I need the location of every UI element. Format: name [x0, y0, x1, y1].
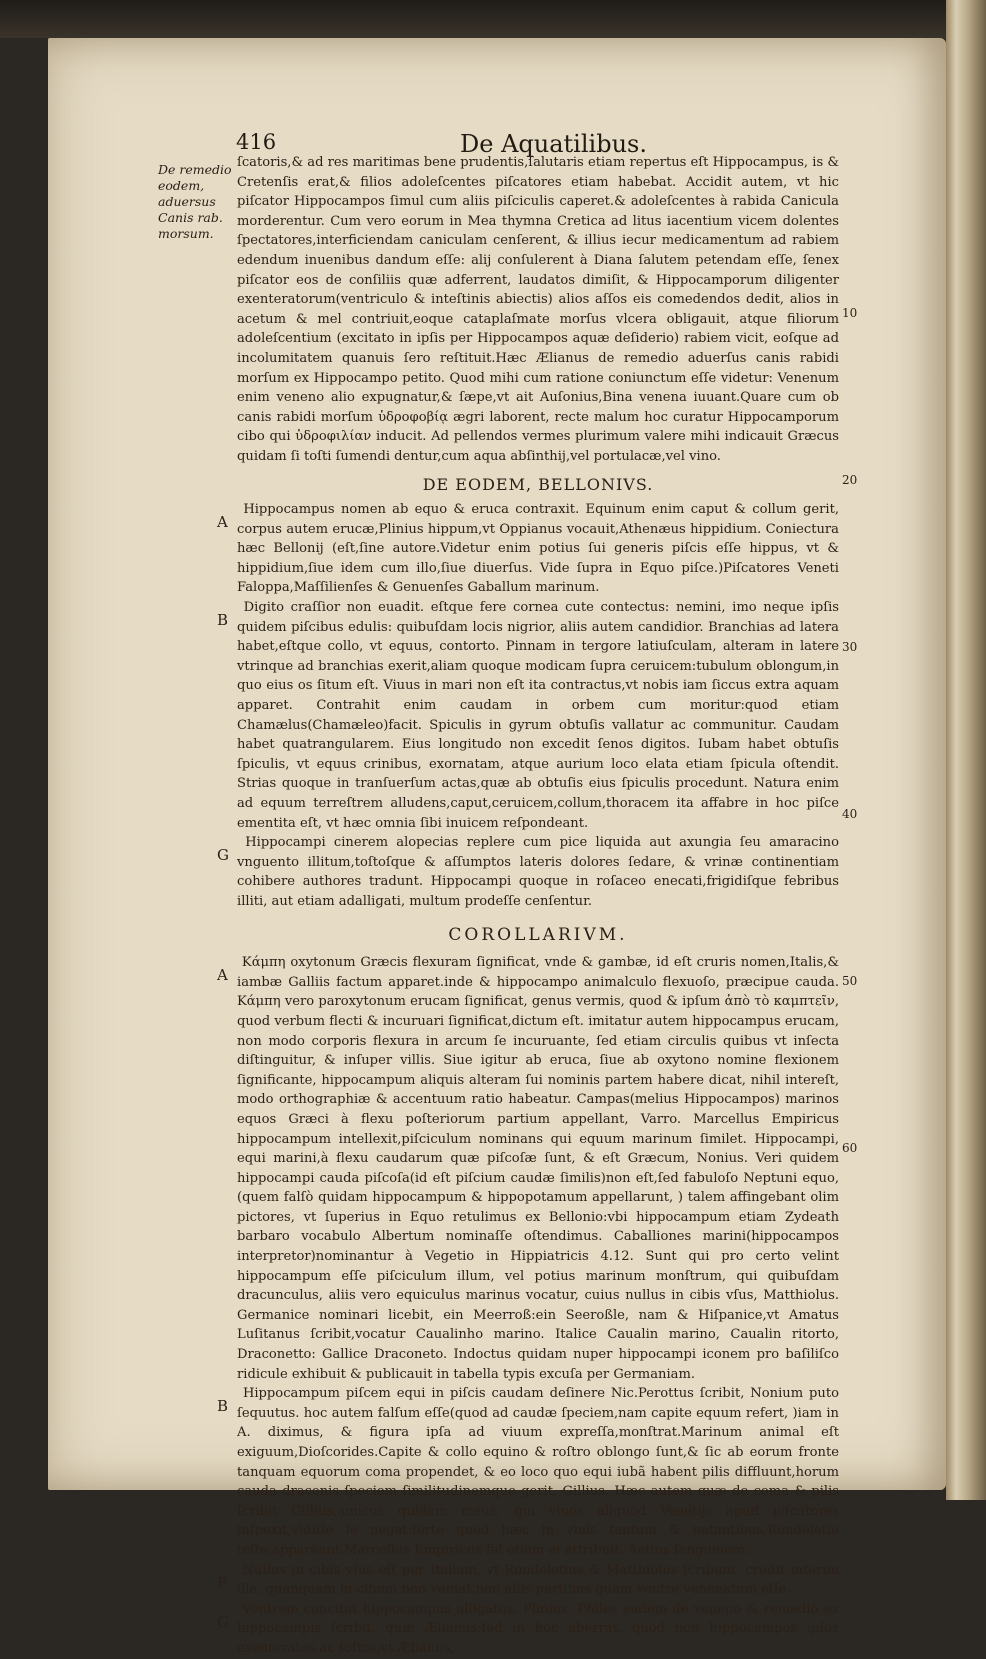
paragraph-corollarium-f: [217, 1561, 839, 1600]
section-marker: A: [217, 966, 228, 985]
line-number: 50: [842, 974, 858, 988]
section-marker: G: [217, 846, 229, 865]
paragraph-text: Ventrem concitat hippocampus alligatus, Plinius. Philes eadem de veneno & remedio ex hippocampis ſcribit, quæ Ælianus;ſed in hoc aberrat, quod non hippocampos ipſos exenteratos,ac toſtos,vt Ælianus,: [237, 1601, 839, 1656]
line-number: 10: [842, 306, 858, 320]
section-heading-belonius: DE EODEM, BELLONIVS.: [422, 474, 654, 494]
paragraph-text: Digito craſſior non euadit. eſtque fere cornea cute contectus: nemini, imo neque ipſis quidem piſcibus edulis: quibuſdam locis nigrior, aliis autem candidior. Branchias ad latera habet,eſtque collo, vt equus, contorto. Pinnam in tergore latiuſculam, alteram in latere vtrinque ad branchias exerit,aliam quoque modicam ſupra ceruicem:tubulum oblongum,in quo eius os ſitum eſt. Viuus in mari non eſt ita contractus,vt nobis iam ſiccus extra aquam apparet. Contrahit enim caudam in orbem cum moritur:quod etiam Chamælus(Chamæleo)facit. Spiculis in gyrum obtuſis vallatur ac communitur. Caudam habet quatrangularem. Eius longitudo non excedit ſenos digitos. Iubam habet obtuſis ſpiculis, vt equus crinibus, exornatam, atque aurium loco elata etiam ſpicula oſtendit. Strias quoque in tranſuerſum actas,quæ ab obtuſis eius ſpiculis procedunt. Natura enim ad equum terreſtrem alludens,caput,ceruicem,collum,thoracem ita affabre in hoc piſce ementita eſt, vt hæc omnia ſibi inuicem reſpondeant.: [237, 600, 839, 831]
paragraph-corollarium-g: [217, 1600, 839, 1659]
paragraph-a: [217, 500, 839, 598]
margin-note: De remedio eodem, aduersus Canis rab. morsum.: [158, 162, 232, 241]
paragraph-intro: ſcatoris,& ad res maritimas bene prudentis,ſalutaris etiam repertus eſt Hippocampus, is & Cretenſis erat,& filios adoleſcentes piſcatores etiam habebat. Accidit autem, vt hic piſcator Hippocampos ſimul cum aliis piſciculis caperet.& adoleſcentes à rabida Canicula morderentur. Cum vero eorum in Mea thymna Cretica ad litus iacentium vicem dolentes ſpectatores,interficiendam caniculam cenſerent, & illius iecur medicamentum ad rabiem edendum inuenibus dandum eſſe: alij conſulerent à Diana ſalutem petendam eſſe, ſenex piſcator eos de conſiliis quæ adferrent, laudatos dimiſit, & Hippocamporum diligenter exenteratorum(ventriculo & inteſtinis abiectis) alios aſſos eis comedendos dedit, alios in acetum & mel contriuit,eoque cataplaſmate morſus vlcera obligauit, atque filiorum adoleſcentium (excitato in ipſis per Hippocampos aquæ deſiderio) rabiem vicit, eoſque ad incolumitatem quanuis ſero reſtituit.Hæc Ælianus de remedio aduerſus canis rabidi morſum ex Hippocampo petito. Quod mihi cum ratione coniunctum eſſe videtur: Venenum enim veneno alio expugnatur,& ſæpe,vt ait Auſonius,Bina venena iuuant.Quare cum ob canis rabidi morſum ὑδροφοβίᾳ ægri laborent, recte malum hoc curatur Hippocamporum cibo qui ὑδροφιλίαν inducit. Ad pellendos vermes plurimum valere mihi indicauit Græcus quidam ſi toſti ſumendi dentur,cum aqua abſinthij,vel portulacæ,vel vino.: [237, 155, 839, 464]
line-number: 30: [842, 640, 858, 654]
paragraph-g: [217, 833, 839, 911]
section-marker: A: [217, 513, 228, 532]
line-number: 60: [842, 1141, 858, 1155]
paragraph-corollarium-a: [217, 953, 839, 1384]
section-heading-corollarium: COROLLARIVM.: [448, 924, 628, 945]
book-page-edges: [946, 0, 986, 1500]
running-title: De Aquatilibus.: [460, 130, 647, 158]
line-number: 40: [842, 807, 858, 821]
line-number: 20: [842, 473, 858, 487]
body-text: [217, 153, 840, 1659]
paragraph-text: Nullus in cibis vſus eſt per Italiam, vt Rondeletius & Matthiolus ſcribunt. credit interim ille, quanquam in cibum non veniat,non aliis partibus quam ventre venenatum eſſe.: [237, 1562, 839, 1598]
section-marker: B: [217, 1397, 229, 1416]
paragraph-text: Hippocampi cinerem alopecias replere cum pice liquida aut axungia ſeu amaracino vnguento illitum,toſtoſque & aſſumptos lateris dolores ſedare, & vrinæ continentiam cohibere authores tradunt. Hippocampi quoque in roſaceo enecati,frigidiſque febribus illiti, aut etiam adalligati, multum prodeſſe cenſentur.: [237, 835, 839, 909]
paragraph-text: Κάμπη oxytonum Græcis flexuram ſignificat, vnde & gambæ, id eſt cruris nomen,Italis,& iambæ Galliis factum apparet.inde & hippocampo animalculo flexuoſo, præcipue cauda. Κάμπη vero paroxytonum erucam ſignificat, genus vermis, quod & ipſum ἀπὸ τὸ καμπτεῖν, quod verbum flecti & incuruari ſignificat,dictum eſt. imitatur autem hippocampus erucam, non modo corporis flexura in arcum ſe incuruante, ſed etiam circulis quibus vt inſecta diſtinguitur, & inſuper villis. Siue igitur ab eruca, ſiue ab oxytono nomine flexionem ſignificante, hippocampum aliquis alteram ſui nominis partem habere dicat, nihil intereſt, modo orthographiæ & accentuum ratio habeatur. Campas(melius Hippocampos) marinos equos Græci à flexu poſteriorum partium appellant, Varro. Marcellus Empiricus hippocampum intellexit,piſciculum nominans qui equum marinum ſimilet. Hippocampi, equi marini,à flexu caudarum quæ piſcoſæ ſunt, & eſt Græcum, Nonius. Veri quidem hippocampi cauda piſcoſa(id eſt piſcium caudæ ſimilis)non eſt,ſed fabuloſo Neptuni equo, (quem falſò quidam hippocampum & hippopotamum appellarunt, ) talem affingebant olim pictores, vt ſuperius in Equo retulimus ex Bellonio:vbi hippocampum etiam Zydeath barbaro vocabulo Albertum nominaſſe oſtendimus. Caballiones marini(hippocampos interpretor)nominantur à Vegetio in Hippiatricis 4.12. Sunt qui pro certo velint hippocampum eſſe piſciculum illum, vel potius marinum monſtrum, qui quibuſdam dracunculus, aliis vero equiculus marinus vocatur, cuius nullus in cibis vſus, Matthiolus. Germanice nominari licebit, ein Meerroß:ein Seeroßle, nam & Hiſpanice,vt Amatus Luſitanus ſcribit,vocatur Caualinho marino. Italice Caualin marino, Caualin ritorto, Draconetto: Gallice Draconeto. Indoctus quidam nuper hippocampi iconem pro baſiliſco ridicule exhibuit & publicauit in tabella typis excuſa per Germaniam.: [237, 955, 839, 1382]
paragraph-corollarium-b: [217, 1384, 840, 1560]
paragraph-b: [217, 598, 839, 833]
paragraph-text: Hippocampus nomen ab equo & eruca contraxit. Equinum enim caput & collum gerit, corpus autem erucæ,Plinius hippum,vt Oppianus vocauit,Athenæus hippidium. Coniectura hæc Bellonij (eſt,ſine autore.Videtur enim potius ſui generis piſcis eſſe hippus, vt & hippidium,ſiue idem cum illo,ſiue diuerſus. Vide ſupra in Equo piſce.)Piſcatores Veneti Faloppa,Maſſilienſes & Genuenſes Gaballum marinum.: [237, 502, 839, 596]
section-marker: B: [217, 611, 229, 630]
paragraph-text: Hippocampum piſcem equi in piſcis caudam deſinere Nic.Perottus ſcribit, Nonium puto ſequutus. hoc autem falſum eſſe(quod ad caudæ ſpeciem,nam capite equum refert, )iam in A. diximus, & figura ipſa ad viuum expreſſa,monſtrat.Marinum animal eſt exiguum,Dioſcorides.Capite & collo equino & roſtro oblongo ſunt,& ſic ab eorum fronte tanquam equorum coma propendet, & eo loco quo equi iubã habent pilis diffluunt,horum cauda draconis ſpeciem ſimilitudinemque gerit, Gillius. Hæc autem quæ de coma & pilis ſcribit Gillius,amicus quidam meus, qui viuos aliquod Venetijs apud piſcatores inſpexit,vidiſſe ſe negat:forte quod hæc in viuis tantum & natantibus,Rondeletio teſte,appareant.Marcellus Empiricus fel etiam ei attribuit. Aetius ſanguinem.: [237, 1386, 840, 1558]
section-marker: G: [217, 1612, 229, 1631]
book-gutter-top: [0, 0, 986, 38]
page-number: 416: [236, 130, 277, 154]
section-marker: F: [217, 1573, 228, 1592]
